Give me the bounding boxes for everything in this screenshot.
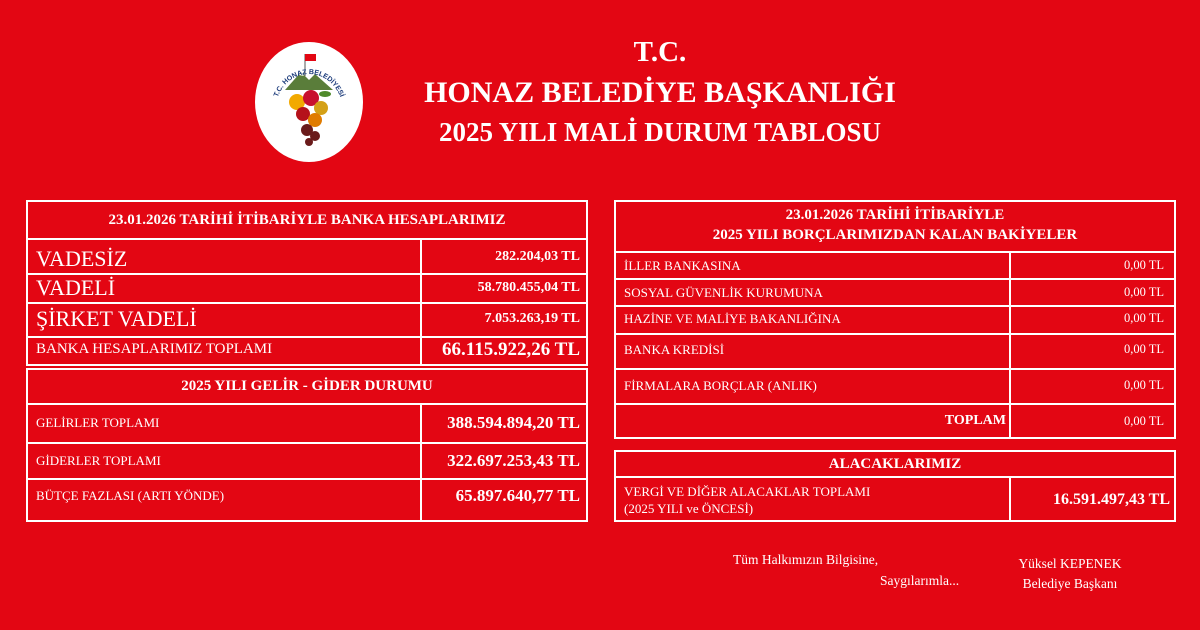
divider xyxy=(26,478,588,480)
debts-title-line-1: 23.01.2026 TARİHİ İTİBARİYLE xyxy=(785,207,1005,223)
debts-total-label: TOPLAM xyxy=(944,413,1006,428)
footer-info: Tüm Halkımızın Bilgisine, xyxy=(733,552,879,567)
divider xyxy=(614,333,1176,335)
income-row-label: GELİRLER TOPLAMI xyxy=(36,415,160,430)
municipality-logo xyxy=(255,42,363,162)
bank-row-value: 58.780.455,04 TL xyxy=(477,280,580,295)
divider xyxy=(614,403,1176,405)
receivables-value: 16.591.497,43 TL xyxy=(1052,491,1170,508)
signatory-name: Yüksel KEPENEK xyxy=(1018,556,1122,571)
income-row-value: 322.697.253,43 TL xyxy=(447,451,580,470)
header-line-2: HONAZ BELEDİYE BAŞKANLIĞI xyxy=(424,76,896,109)
debt-row-label: İLLER BANKASINA xyxy=(624,258,741,273)
debt-row-label: BANKA KREDİSİ xyxy=(624,342,725,357)
bank-total-label: BANKA HESAPLARIMIZ TOPLAMI xyxy=(36,341,273,357)
column-divider xyxy=(420,238,422,366)
debt-row-value: 0,00 TL xyxy=(1123,378,1164,392)
footer-regards: Saygılarımla... xyxy=(880,573,960,588)
debts-total-value: 0,00 TL xyxy=(1123,414,1164,428)
debt-row-label: SOSYAL GÜVENLİK KURUMUNA xyxy=(624,285,823,300)
receivables-label-line-2: (2025 YILI ve ÖNCESİ) xyxy=(624,501,754,516)
divider xyxy=(26,442,588,444)
logo-text: T.C. HONAZ BELEDİYESİ xyxy=(273,68,345,99)
divider xyxy=(614,278,1176,280)
divider xyxy=(26,238,588,240)
income-row-value: 65.897.640,77 TL xyxy=(455,486,580,505)
income-row-label: BÜTÇE FAZLASI (ARTI YÖNDE) xyxy=(36,488,225,503)
divider xyxy=(614,476,1176,478)
bank-accounts-title: 23.01.2026 TARİHİ İTİBARİYLE BANKA HESAPLARIMIZ xyxy=(108,212,506,228)
bank-row-label: ŞİRKET VADELİ xyxy=(36,306,197,331)
debt-row-label: HAZİNE VE MALİYE BAKANLIĞINA xyxy=(624,311,841,326)
income-row-value: 388.594.894,20 TL xyxy=(447,413,580,432)
debt-row-value: 0,00 TL xyxy=(1123,311,1164,325)
signatory-role: Belediye Başkanı xyxy=(1022,576,1118,591)
bank-row-value: 7.053.263,19 TL xyxy=(484,311,580,326)
bank-row-label: VADELİ xyxy=(36,275,116,300)
divider xyxy=(26,403,588,405)
income-expense-title: 2025 YILI GELİR - GİDER DURUMU xyxy=(181,378,433,394)
column-divider xyxy=(420,403,422,522)
header-line-3: 2025 YILI MALİ DURUM TABLOSU xyxy=(438,117,882,147)
debt-row-label: FİRMALARA BORÇLAR (ANLIK) xyxy=(624,378,817,393)
bank-row-value: 282.204,03 TL xyxy=(495,249,580,264)
debt-row-value: 0,00 TL xyxy=(1123,342,1164,356)
receivables-title: ALACAKLARIMIZ xyxy=(828,456,962,472)
debts-title-line-2: 2025 YILI BORÇLARIMIZDAN KALAN BAKİYELER xyxy=(712,227,1078,243)
divider xyxy=(26,336,588,338)
debt-row-value: 0,00 TL xyxy=(1123,285,1164,299)
income-row-label: GİDERLER TOPLAMI xyxy=(36,453,161,468)
divider xyxy=(614,251,1176,253)
bank-row-label: VADESİZ xyxy=(36,246,128,271)
divider xyxy=(614,368,1176,370)
column-divider xyxy=(1009,251,1011,439)
column-divider xyxy=(1009,476,1011,522)
divider xyxy=(26,302,588,304)
receivables-label-line-1: VERGİ VE DİĞER ALACAKLAR TOPLAMI xyxy=(624,484,871,499)
debt-row-value: 0,00 TL xyxy=(1123,258,1164,272)
header-line-1: T.C. xyxy=(633,36,687,68)
divider xyxy=(614,305,1176,307)
bank-total-value: 66.115.922,26 TL xyxy=(442,339,580,360)
